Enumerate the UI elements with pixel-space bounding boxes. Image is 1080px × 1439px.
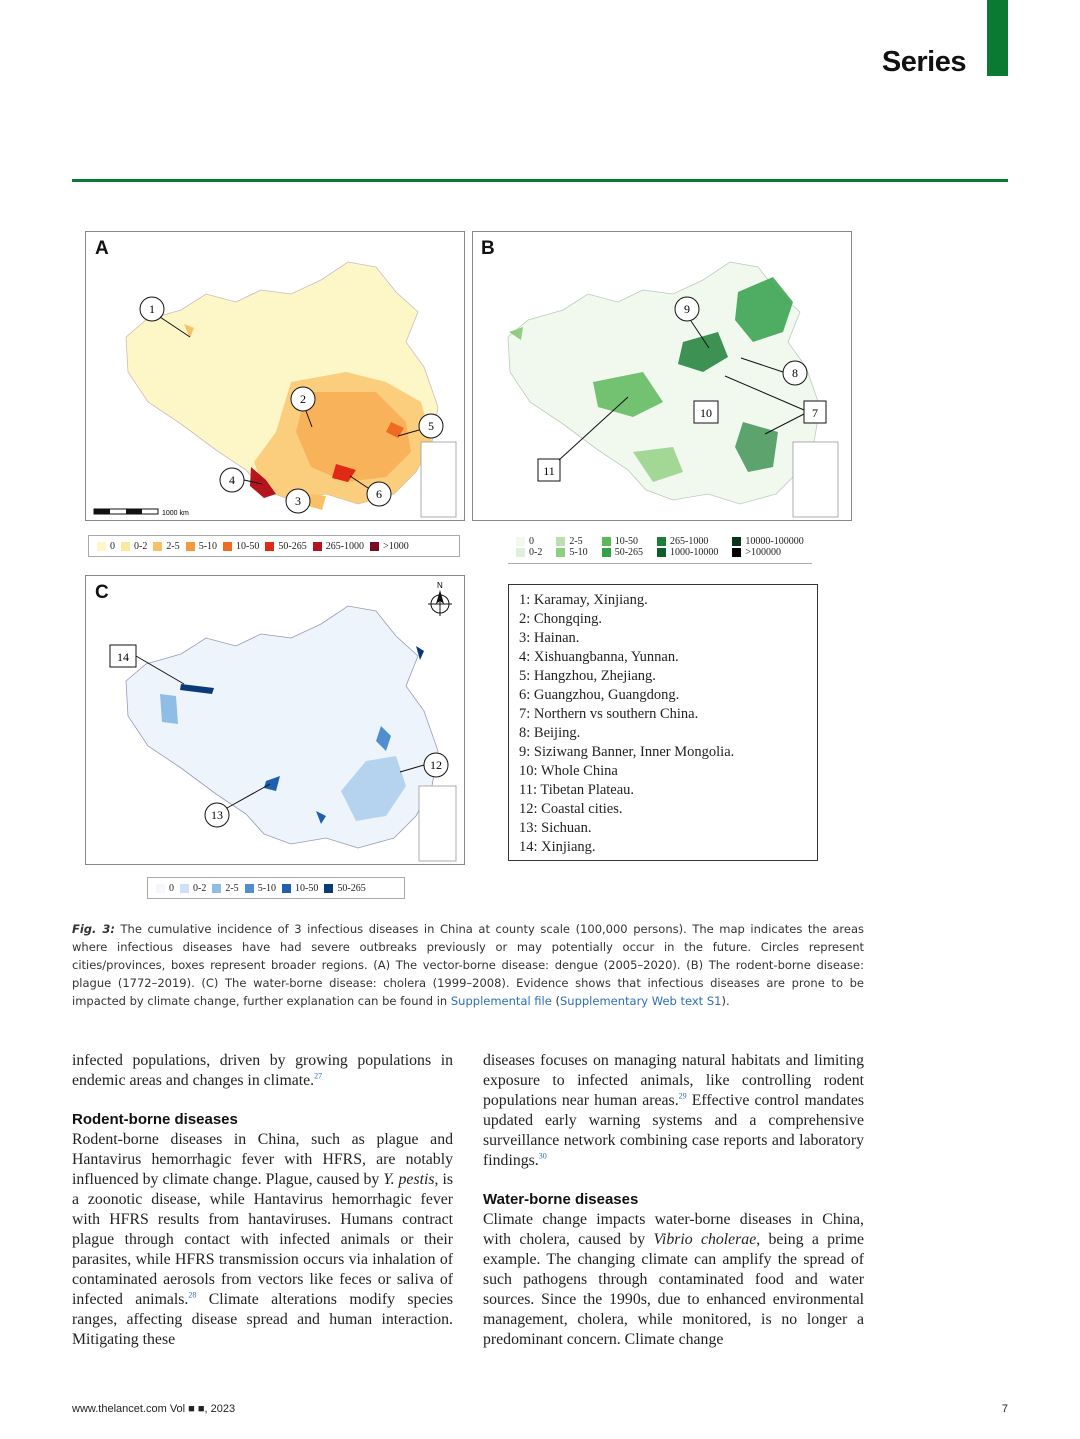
cholera-legend-item (282, 883, 318, 894)
plague-map (473, 232, 851, 520)
plague-legend-column (657, 536, 724, 558)
plague-legend-column (602, 536, 649, 558)
legend-swatch (370, 542, 379, 551)
dengue-legend-item (370, 541, 409, 552)
caption-end: ). (721, 994, 730, 1008)
plague-legend-item (657, 536, 718, 547)
cholera-map (86, 576, 464, 864)
legend-label: 0 (110, 540, 115, 552)
legend-swatch (602, 548, 611, 557)
cholera-legend-item (156, 883, 174, 894)
legend-label: 10-50 (295, 882, 319, 894)
scale-bar (94, 509, 158, 514)
legend-swatch (265, 542, 274, 551)
plague-legend-item (657, 547, 718, 558)
marker-12: 12 (430, 758, 442, 772)
key-entry: 5: Hangzhou, Zhejiang. (519, 668, 656, 684)
dengue-legend-item (121, 541, 147, 552)
key-entry: 3: Hainan. (519, 630, 580, 646)
map-panel-b (472, 231, 852, 521)
figure-key (508, 584, 818, 861)
paragraph: Rodent-borne diseases in China, such as plague and Hantavirus hemorrhagic fever with HFRS, are notably influenced by climate change. Plague, caused by Y. pestis, is a zoonotic disease, while Hantavirus hemorrhagic fever with HFRS results from hantaviruses. Humans contract plague through contact with infected animals or their parasites, while HFRS transmission occurs via inhalation of contaminated aerosols from vectors like feces or saliva of infected animals.$^{28}$ Climate alterations modify species ranges, affecting disease spread and human interaction. Mitigating these (72, 1131, 454, 1348)
legend-swatch (516, 548, 525, 557)
footer-journal[interactable]: www.thelancet.com Vol ■ ■, 2023 (72, 1403, 236, 1415)
paragraph: diseases focuses on managing natural habitats and limiting exposure to infected animals, like controlling rodent populations near human areas.$^{29}$ Effective control mandates updated early warning systems and a comprehensive surveillance network combining case reports and laboratory findings.$^{30}$ (483, 1052, 864, 1169)
section-color-bar (987, 0, 1008, 76)
legend-label: 0-2 (529, 547, 543, 558)
dengue-map (86, 232, 464, 520)
caption-text: The cumulative incidence of 3 infectious diseases in China at county scale (100,000 persons). The map indicates the areas where infectious diseases have had severe outbreaks previously or may potentially occur in the future. Circles represent cities/provinces, boxes represent broader regions. (A) The vector-borne disease: dengue (2005–2020). (B) The rodent-borne disease: plague (1772–2019). (C) The water-borne disease: cholera (1999–2008). Evidence shows that infectious diseases are prone to be impacted by climate change, further explanation can be found in (72, 922, 864, 1008)
legend-swatch (212, 884, 221, 893)
panel-letter-a: A (95, 238, 109, 259)
figure-caption (72, 920, 864, 1010)
north-arrow (428, 590, 452, 616)
legend-swatch (657, 537, 666, 546)
legend-swatch (223, 542, 232, 551)
legend-swatch (732, 548, 741, 557)
paragraph: Climate change impacts water-borne diseases in China, with cholera, caused by Vibrio cholerae, being a prime example. The changing climate can amplify the spread of such pathogens through contaminated food and water sources. Since the 1990s, due to enhanced environmental management, cholera, while monitored, is no longer a predominant concern. Climate change (483, 1211, 864, 1348)
plague-legend-item (602, 547, 643, 558)
caption-label: Fig. 3: (72, 922, 115, 936)
plague-legend-column (516, 536, 548, 558)
key-entry: 4: Xishuangbanna, Yunnan. (519, 649, 679, 665)
caption-paren: ( (551, 994, 560, 1008)
legend-label: 0-2 (193, 882, 207, 894)
reference-link[interactable]: 27 (314, 1071, 323, 1081)
plague-legend-column (732, 536, 809, 558)
legend-swatch (516, 537, 525, 546)
legend-label: >1000 (383, 540, 409, 552)
north-label: N (437, 581, 443, 590)
key-entry: 1: Karamay, Xinjiang. (519, 592, 648, 608)
marker-3: 3 (295, 494, 301, 508)
key-entry: 2: Chongqing. (519, 611, 602, 627)
marker-8: 8 (792, 366, 798, 380)
key-entry: 10: Whole China (519, 763, 618, 779)
key-entry: 8: Beijing. (519, 725, 581, 741)
dengue-legend-item (313, 541, 364, 552)
cholera-legend-item (212, 883, 238, 894)
scale-label: 1000 km (162, 510, 189, 517)
box-7: 7 (812, 406, 818, 420)
reference-link[interactable]: 30 (538, 1151, 547, 1161)
marker-2: 2 (300, 392, 306, 406)
section-title: Series (881, 46, 966, 78)
key-entry: 11: Tibetan Plateau. (519, 782, 635, 798)
legend-swatch (602, 537, 611, 546)
legend-a (88, 535, 460, 557)
legend-label: 2-5 (166, 540, 180, 552)
legend-label: 0-2 (134, 540, 148, 552)
legend-label: 2-5 (225, 882, 239, 894)
legend-label: 0 (169, 882, 174, 894)
dengue-legend-item (153, 541, 179, 552)
legend-label: 50-265 (614, 547, 644, 558)
marker-5: 5 (428, 419, 434, 433)
key-entry: 13: Sichuan. (519, 820, 592, 836)
header-rule (72, 179, 1008, 182)
legend-label: 265-1000 (670, 536, 709, 547)
dengue-legend-item (186, 541, 217, 552)
key-entry: 7: Northern vs southern China. (519, 706, 699, 722)
plague-legend-item (516, 536, 542, 547)
legend-swatch (245, 884, 254, 893)
key-entry: 9: Siziwang Banner, Inner Mongolia. (519, 744, 735, 760)
dengue-legend-item (265, 541, 306, 552)
marker-4: 4 (229, 473, 235, 487)
plague-legend-item (732, 536, 803, 547)
plague-legend-item (516, 547, 542, 558)
legend-swatch (156, 884, 165, 893)
legend-label: 10000-100000 (745, 536, 804, 547)
legend-label: 10-50 (614, 536, 639, 547)
cholera-legend-item (245, 883, 276, 894)
legend-swatch (186, 542, 195, 551)
marker-9: 9 (684, 302, 690, 316)
dengue-legend-item (223, 541, 259, 552)
page-number: 7 (1001, 1403, 1008, 1415)
legend-c (147, 877, 405, 899)
legend-swatch (313, 542, 322, 551)
legend-swatch (153, 542, 162, 551)
legend-swatch (732, 537, 741, 546)
legend-label: 1000-10000 (670, 547, 719, 558)
legend-label: 265-1000 (325, 540, 365, 552)
legend-swatch (657, 548, 666, 557)
box-14: 14 (117, 650, 129, 664)
plague-legend-item (556, 536, 587, 547)
paragraph: infected populations, driven by growing populations in endemic areas and changes in climate.$^{27}$ (72, 1052, 453, 1089)
plague-legend-item (556, 547, 587, 558)
key-entry: 12: Coastal cities. (519, 801, 623, 817)
legend-swatch (556, 548, 565, 557)
marker-13: 13 (211, 808, 223, 822)
legend-label: 5-10 (569, 547, 588, 558)
legend-label: 10-50 (236, 540, 260, 552)
supplemental-file-link[interactable]: Supplemental file (450, 994, 552, 1008)
section-heading-water: Water-borne diseases (483, 1191, 639, 1208)
body-column-right (483, 1051, 864, 1350)
legend-swatch (282, 884, 291, 893)
legend-label: 50-265 (337, 882, 366, 894)
plague-legend-item (602, 536, 643, 547)
map-panel-a (85, 231, 465, 521)
cholera-legend-item (180, 883, 206, 894)
key-entry: 6: Guangzhou, Guangdong. (519, 687, 680, 703)
legend-label: 5-10 (198, 540, 218, 552)
legend-swatch (556, 537, 565, 546)
section-heading-rodent: Rodent-borne diseases (72, 1111, 238, 1128)
plague-legend-item (732, 547, 803, 558)
marker-6: 6 (376, 487, 382, 501)
legend-label: 0 (529, 536, 534, 547)
body-column-left (72, 1051, 453, 1350)
reference-link[interactable]: 28 (188, 1290, 197, 1300)
legend-swatch (121, 542, 130, 551)
panel-letter-b: B (481, 238, 495, 259)
box-10: 10 (700, 406, 712, 420)
reference-link[interactable]: 29 (678, 1091, 687, 1101)
legend-label: 50-265 (278, 540, 307, 552)
legend-swatch (324, 884, 333, 893)
legend-b (508, 533, 812, 564)
supplementary-web-text-link[interactable]: Supplementary Web text S1 (559, 994, 722, 1008)
legend-swatch (180, 884, 189, 893)
legend-swatch (97, 542, 106, 551)
marker-1: 1 (149, 302, 155, 316)
key-entry: 14: Xinjiang. (519, 839, 596, 855)
map-panel-c (85, 575, 465, 865)
dengue-legend-item (97, 541, 115, 552)
legend-label: >100000 (745, 547, 782, 558)
cholera-legend-item (324, 883, 365, 894)
legend-label: 5-10 (257, 882, 277, 894)
panel-letter-c: C (95, 582, 109, 603)
plague-legend-column (556, 536, 593, 558)
legend-label: 2-5 (569, 536, 583, 547)
box-11: 11 (543, 464, 555, 478)
